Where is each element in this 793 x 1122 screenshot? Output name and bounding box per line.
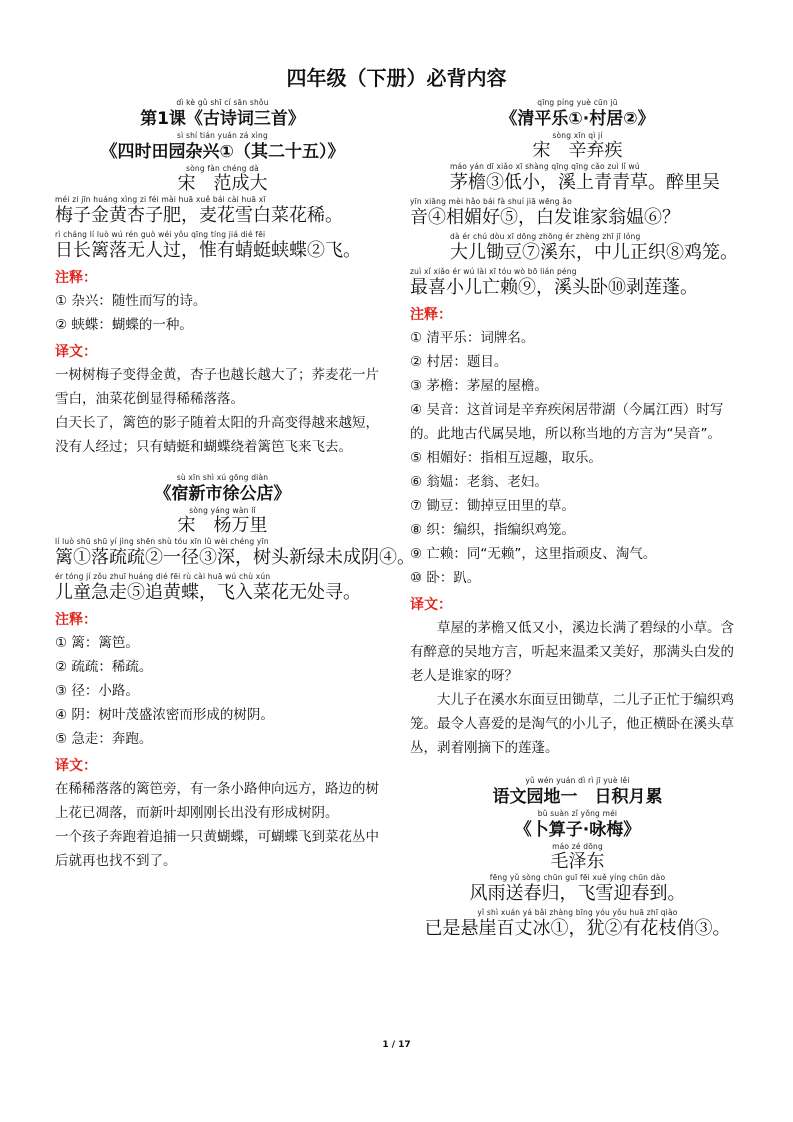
lesson-heading <box>55 98 390 131</box>
verse-pinyin: zuì xǐ xiǎo ér wú lài xī tóu wò bō lián péng <box>410 267 577 276</box>
verse-pinyin: rì cháng lí luò wú rén guò wéi yǒu qīng tíng jiá dié fēi <box>55 230 266 239</box>
translation-paragraph: 一树树梅子变得金黄，杏子也越长越大了；荞麦花一片雪白，油菜花倒显得稀稀落落。 <box>55 367 379 407</box>
poem-title-pinyin: bǔ suàn zǐ yǒng méi <box>537 809 618 818</box>
poem-author: 宋 辛弃疾 <box>532 140 623 161</box>
lesson-title: 第1课《古诗词三首》 <box>140 109 305 129</box>
verse-line: 风雨送春归，飞雪迎春到。 <box>469 883 686 904</box>
notes-label: 注释： <box>55 270 97 286</box>
poem-title: 《四时田园杂兴①（其二十五）》 <box>100 142 345 162</box>
left-column <box>55 98 415 873</box>
poem-qingpingyue-heading <box>410 98 745 162</box>
section-title: 语文园地一 日积月累 <box>492 787 663 807</box>
translation-label: 译文： <box>410 597 452 613</box>
note-item: ④ 吴音：这首词是辛弃疾闲居带湖（今属江西）时写的。此地古代属吴地，所以称当地的方言为“吴音”。 <box>410 402 724 442</box>
section-title-pinyin: yǔ wén yuán dì rì jī yuè lěi <box>525 776 630 785</box>
verse-line: 最喜小儿亡赖⑨，溪头卧⑩剥莲蓬。 <box>410 277 698 298</box>
poem-title: 《清平乐①·村居②》 <box>500 109 655 129</box>
poem-author: 毛泽东 <box>550 851 605 872</box>
poem-busuanzi-heading <box>410 809 745 873</box>
verse-pinyin: ér tóng jí zǒu zhuī huáng dié fēi rù cài huā wú chù xún <box>55 572 271 581</box>
verse-line: 篱①落疏疏②一径③深，树头新绿未成阴④。 <box>55 547 415 568</box>
poem-title-pinyin: sù xīn shì xú gōng diàn <box>176 473 269 482</box>
verse-pinyin: méi zi jīn huáng xìng zi féi mài huā xuě bái cài huā xī <box>55 195 266 204</box>
right-column <box>410 98 745 943</box>
section-heading <box>410 776 745 809</box>
verse-line: 儿童急走⑤追黄蝶，飞入菜花无处寻。 <box>55 582 361 603</box>
verse-pinyin: yǐ shì xuán yá bǎi zhàng bīng yóu yǒu huā zhī qiào <box>477 908 678 917</box>
verse-line: 茅檐③低小，溪上青青草。醉里吴 <box>450 172 720 193</box>
note-item: ① 杂兴：随性而写的诗。 <box>55 293 207 309</box>
poem-title-pinyin: qīng píng yuè cūn jū <box>537 98 618 107</box>
poem-title-pinyin: sì shí tián yuán zá xìng <box>177 131 268 140</box>
note-item: ② 疏疏：稀疏。 <box>55 659 153 675</box>
note-item: ⑦ 锄豆：锄掉豆田里的草。 <box>410 498 575 514</box>
poem-suxinshi-heading <box>55 473 390 537</box>
verse-line: 日长篱落无人过，惟有蜻蜓蛱蝶②飞。 <box>55 240 361 261</box>
poem-author: 宋 杨万里 <box>177 515 268 536</box>
note-item: ③ 茅檐：茅屋的屋檐。 <box>410 378 548 394</box>
author-pinyin: máo zé dōng <box>552 842 603 851</box>
poem-verses <box>55 195 390 263</box>
note-item: ⑤ 相媚好：指相互逗趣，取乐。 <box>410 450 602 466</box>
note-item: ② 村居：题目。 <box>410 354 508 370</box>
verse-line: 音④相媚好⑤，白发谁家翁媪⑥？ <box>410 207 680 228</box>
verse-pinyin: lí luò shū shū yí jìng shēn shù tóu xīn lǜ wèi chéng yīn <box>55 537 269 546</box>
translation-paragraph: 一个孩子奔跑着追捕一只黄蝴蝶，可蝴蝶飞到菜花丛中后就再也找不到了。 <box>55 829 379 869</box>
note-item: ⑩ 卧：趴。 <box>410 570 481 586</box>
note-item: ④ 阴：树叶茂盛浓密而形成的树阴。 <box>55 707 274 723</box>
poem-title: 《卜算子·咏梅》 <box>514 820 641 840</box>
page-title: 四年级（下册）必背内容 <box>286 66 507 90</box>
author-pinyin: sòng xīn qì jí <box>552 131 603 140</box>
notes-label: 注释： <box>55 612 97 628</box>
note-item: ① 篱：篱笆。 <box>55 635 139 651</box>
poem-author: 宋 范成大 <box>177 173 268 194</box>
note-item: ⑧ 织：编织，指编织鸡笼。 <box>410 522 575 538</box>
poem-verses <box>55 537 415 605</box>
verse-pinyin: fēng yǔ sòng chūn guī fēi xuě yíng chūn dào <box>489 873 666 882</box>
poem-verses <box>410 873 745 941</box>
poem-title: 《宿新市徐公店》 <box>154 484 291 504</box>
poem-sishi-heading <box>55 131 390 195</box>
note-item: ② 蛱蝶：蝴蝶的一种。 <box>55 317 193 333</box>
verse-pinyin: dà ér chú dòu xī dōng zhōng ér zhèng zhī jī lóng <box>450 232 641 241</box>
translation-label: 译文： <box>55 344 97 360</box>
verse-pinyin: yīn xiāng mèi hǎo bái fà shuí jiā wēng ǎo <box>410 197 572 206</box>
page-number: 1 / 17 <box>382 1040 411 1050</box>
poem-verses <box>410 162 745 300</box>
author-pinyin: sòng yáng wàn lǐ <box>189 506 256 515</box>
notes-label: 注释： <box>410 307 452 323</box>
translation-paragraph: 在稀稀落落的篱笆旁，有一条小路伸向远方，路边的树上花已凋落，而新叶却刚刚长出没有形成树阴。 <box>55 781 379 821</box>
verse-line: 大儿锄豆⑦溪东，中儿正织⑧鸡笼。 <box>450 242 738 263</box>
note-item: ① 清平乐：词牌名。 <box>410 330 535 346</box>
verse-line: 梅子金黄杏子肥，麦花雪白菜花稀。 <box>55 205 343 226</box>
note-item: ⑨ 亡赖：同“无赖”，这里指顽皮、淘气。 <box>410 546 657 562</box>
translation-paragraph: 草屋的茅檐又低又小，溪边长满了碧绿的小草。含有醉意的吴地方言，听起来温柔又美好，那满头白发的老人是谁家的呀？ <box>410 620 734 684</box>
note-item: ③ 径：小路。 <box>55 683 139 699</box>
note-item: ⑥ 翁媪：老翁、老妇。 <box>410 474 548 490</box>
translation-paragraph: 白天长了，篱笆的影子随着太阳的升高变得越来越短，没有人经过；只有蜻蜓和蝴蝶绕着篱笆飞来飞去。 <box>55 415 379 455</box>
lesson-title-pinyin: dì kè gǔ shī cí sān shǒu <box>176 98 269 107</box>
translation-label: 译文： <box>55 758 97 774</box>
verse-line: 已是悬崖百丈冰①，犹②有花枝俏③。 <box>424 918 731 939</box>
translation-paragraph: 大儿子在溪水东面豆田锄草，二儿子正忙于编织鸡笼。最令人喜爱的是淘气的小儿子，他正横卧在溪头草丛，剥着刚摘下的莲蓬。 <box>410 692 734 756</box>
note-item: ⑤ 急走：奔跑。 <box>55 731 153 747</box>
verse-pinyin: máo yán dī xiǎo xī shàng qīng qīng cǎo zuì lǐ wú <box>450 162 640 171</box>
author-pinyin: sòng fàn chéng dà <box>186 164 259 173</box>
